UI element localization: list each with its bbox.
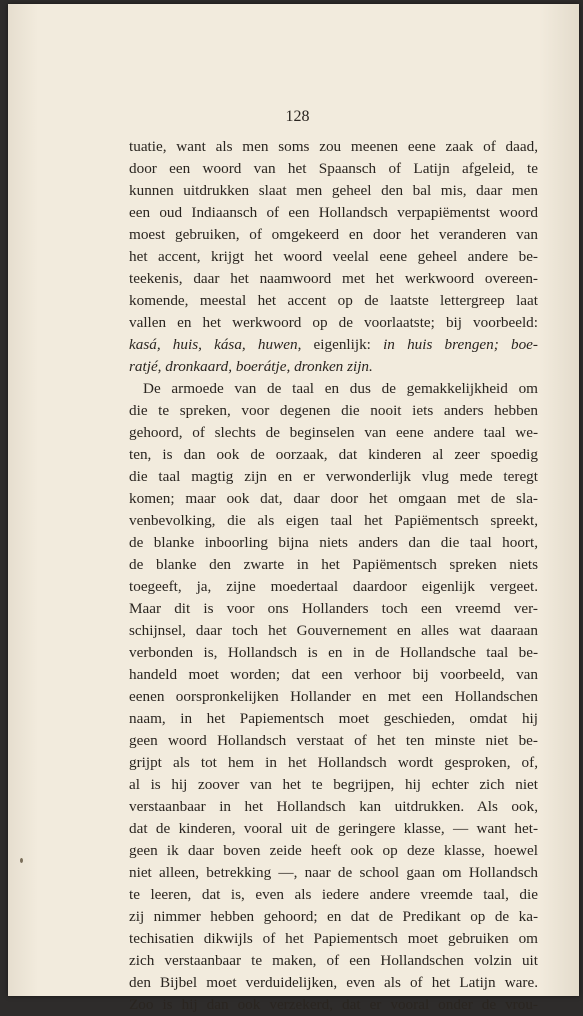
text-line [129,334,538,356]
text-line: zij nimmer hebben gehoord; en dat de Predikant op de ka- [129,908,538,925]
text-line: teekenis, daar het naamwoord met het werkwoord overeen- [129,270,538,287]
text-line: de blanke inboorling bijna niets anders dan die taal hoort, [129,534,538,551]
text-line: Zoo is hij dan ook verzekerd, dat er vooral onder de vrou- [129,996,538,1013]
text-line: schijnsel, daar toch het Gouvernement en alles wat daaraan [129,622,538,639]
text-line: zich verstaanbaar te maken, of een Hollandschen volzin uit [129,952,538,969]
text-line: verstaanbaar in het Hollandsch kan uitdrukken. Als ook, [129,798,538,815]
book-page [8,4,579,1013]
text-line: niet alleen, betrekking —, naar de school gaan om Hollandsch [129,864,538,881]
text-line: eenen oorspronkelijken Hollander en met een Hollandschen [129,688,538,705]
text-line: vallen en het werkwoord op de voorlaatste; bij voorbeeld: [129,314,538,331]
body-text [129,136,538,1016]
text-line [129,356,538,378]
text-line: komende, meestal het accent op de laatste lettergreep laat [129,292,538,309]
text-line: al is hij zoover van het te begrijpen, hij echter zich niet [129,776,538,793]
italic-text: in huis brengen; boe- [383,336,538,353]
italic-text: kasá, huis, kása, huwen [129,336,298,353]
text-line: den Bijbel moet verduidelijken, even als of het Latijn ware. [129,974,538,991]
text-line: een oud Indiaansch of een Hollandsch verpapiëmentst woord [129,204,538,221]
text-line: dat de kinderen, vooral uit de geringere klasse, — want het- [129,820,538,837]
text-line: venbevolking, die als eigen taal het Papiëmentsch spreekt, [129,512,538,529]
text-line: door een woord van het Spaansch of Latijn afgeleid, te [129,160,538,177]
text-line: te leeren, dat is, even als iedere andere vreemde taal, die [129,886,538,903]
text-line: De armoede van de taal en dus de gemakkelijkheid om [143,380,538,397]
text-line: de blanke den zwarte in het Papiëmentsch spreken niets [129,556,538,573]
text-line: moest gebruiken, of omgekeerd en door het veranderen van [129,226,538,243]
text-line: naam, in het Papiementsch moet geschieden, omdat hij [129,710,538,727]
text-line: tuatie, want als men soms zou meenen eene zaak of daad, [129,138,538,155]
text-line: geen woord Hollandsch verstaat of het ten minste niet be- [129,732,538,749]
text-line: handeld moet worden; dat een verhoor bij voorbeeld, van [129,666,538,683]
text-line: ten, is dan ook de oorzaak, dat kinderen al zeer spoedig [129,446,538,463]
text-line: grijpt als tot hem in het Hollandsch wordt gesproken, of, [129,754,538,771]
text-line: verbonden is, Hollandsch is en in de Hollandsche taal be- [129,644,538,661]
text-line: geen ik daar boven zeide heeft ook op deze klasse, hoewel [129,842,538,859]
text-line: die taal magtig zijn en er verwonderlijk vlug mede teregt [129,468,538,485]
text-line: het accent, krijgt het woord veelal eene geheel andere be- [129,248,538,265]
page-number: 128 [285,108,310,125]
text-line: toegeeft, ja, zijne moedertaal daardoor eigenlijk vergeet. [129,578,538,595]
italic-text: ratjé, dronkaard, boerátje, dronken zijn. [129,358,373,375]
text-line: gehoord, of slechts de beginselen van eene andere taal we- [129,424,538,441]
ink-smudge [20,858,23,863]
text-line: komen; maar ook dat, daar door het omgaan met de sla- [129,490,538,507]
text-line: kunnen uitdrukken slaat men geheel den bal mis, daar men [129,182,538,199]
text-line: Maar dit is voor ons Hollanders toch een vreemd ver- [129,600,538,617]
text-line: techisatien dikwijls of het Papiementsch moet gebruiken om [129,930,538,947]
text-span: , eigenlijk: [297,336,384,353]
text-line: die te spreken, voor degenen die nooit iets anders hebben [129,402,538,419]
